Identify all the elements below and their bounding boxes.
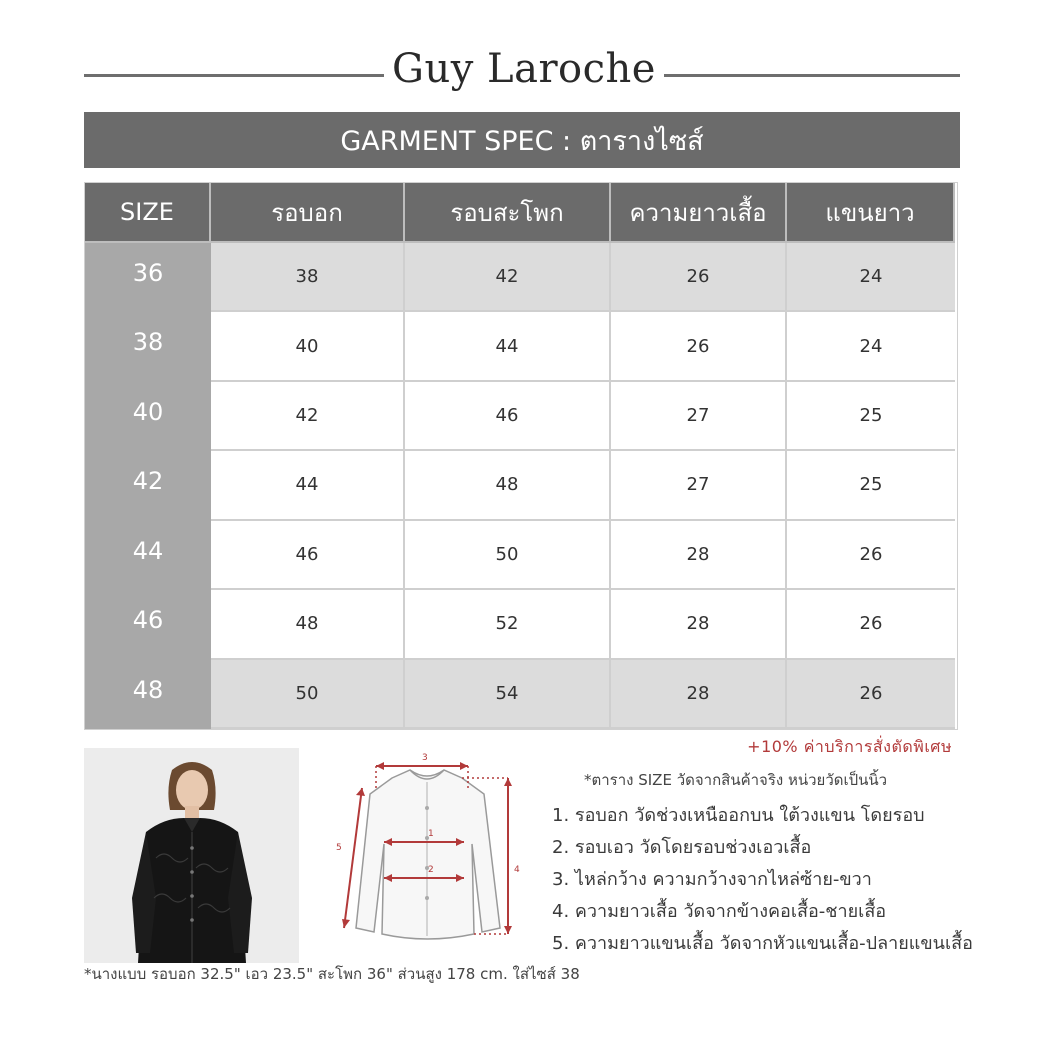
table-cell: 48 bbox=[405, 451, 611, 520]
table-cell: 46 bbox=[405, 382, 611, 451]
header-hip: รอบสะโพก bbox=[405, 183, 611, 243]
table-cell: 48 bbox=[211, 590, 405, 659]
table-cell: 27 bbox=[611, 382, 787, 451]
brand-divider-right bbox=[664, 74, 960, 77]
table-cell: 50 bbox=[405, 521, 611, 590]
table-cell: 28 bbox=[611, 521, 787, 590]
size-label: 46 bbox=[85, 590, 211, 659]
diagram-label-2: 2 bbox=[428, 865, 434, 875]
table-cell: 25 bbox=[787, 382, 955, 451]
brand-divider-left bbox=[84, 74, 384, 77]
size-label: 42 bbox=[85, 451, 211, 520]
diagram-label-4: 4 bbox=[514, 865, 520, 875]
header-sleeve: แขนยาว bbox=[787, 183, 955, 243]
header-length: ความยาวเสื้อ bbox=[611, 183, 787, 243]
table-cell: 42 bbox=[405, 243, 611, 312]
model-measurements-note: *นางแบบ รอบอก 32.5" เอว 23.5" สะโพก 36" ส่วนสูง 178 cm. ใส่ไซส์ 38 bbox=[84, 965, 580, 983]
notes-header: *ตาราง SIZE วัดจากสินค้าจริง หน่วยวัดเป็นนิ้ว bbox=[584, 771, 888, 789]
note-sleeve: 5. ความยาวแขนเสื้อ วัดจากหัวแขนเสื้อ-ปลายแขนเสื้อ bbox=[552, 933, 973, 954]
table-cell: 25 bbox=[787, 451, 955, 520]
table-cell: 46 bbox=[211, 521, 405, 590]
brand-title: Guy Laroche bbox=[392, 46, 656, 92]
measurement-diagram bbox=[322, 748, 532, 948]
header-chest: รอบอก bbox=[211, 183, 405, 243]
table-cell: 28 bbox=[611, 660, 787, 729]
size-label: 36 bbox=[85, 243, 211, 312]
table-cell: 28 bbox=[611, 590, 787, 659]
size-table bbox=[84, 182, 958, 730]
custom-tailoring-surcharge: +10% ค่าบริการสั่งตัดพิเศษ bbox=[747, 737, 952, 756]
table-cell: 38 bbox=[211, 243, 405, 312]
table-cell: 26 bbox=[787, 660, 955, 729]
table-cell: 42 bbox=[211, 382, 405, 451]
diagram-label-5: 5 bbox=[336, 843, 342, 853]
table-cell: 52 bbox=[405, 590, 611, 659]
table-cell: 40 bbox=[211, 312, 405, 381]
table-cell: 27 bbox=[611, 451, 787, 520]
table-cell: 54 bbox=[405, 660, 611, 729]
note-chest: 1. รอบอก วัดช่วงเหนืออกบน ใต้วงแขน โดยรอบ bbox=[552, 805, 925, 826]
note-shoulder: 3. ไหล่กว้าง ความกว้างจากไหล่ซ้าย-ขวา bbox=[552, 869, 872, 890]
table-cell: 24 bbox=[787, 243, 955, 312]
model-photo-illustration bbox=[84, 748, 299, 963]
table-cell: 24 bbox=[787, 312, 955, 381]
diagram-label-3: 3 bbox=[422, 753, 428, 763]
table-cell: 26 bbox=[611, 243, 787, 312]
table-cell: 26 bbox=[611, 312, 787, 381]
note-length: 4. ความยาวเสื้อ วัดจากข้างคอเสื้อ-ชายเสื้อ bbox=[552, 901, 887, 922]
size-label: 48 bbox=[85, 660, 211, 729]
table-cell: 44 bbox=[405, 312, 611, 381]
header-size: SIZE bbox=[85, 183, 211, 243]
garment-spec-banner: GARMENT SPEC : ตารางไซส์ bbox=[84, 112, 960, 168]
size-label: 38 bbox=[85, 312, 211, 381]
table-cell: 44 bbox=[211, 451, 405, 520]
table-cell: 26 bbox=[787, 590, 955, 659]
shirt-measurement-illustration bbox=[322, 748, 532, 948]
table-cell: 26 bbox=[787, 521, 955, 590]
diagram-label-1: 1 bbox=[428, 829, 434, 839]
table-cell: 50 bbox=[211, 660, 405, 729]
size-label: 44 bbox=[85, 521, 211, 590]
size-label: 40 bbox=[85, 382, 211, 451]
model-photo bbox=[84, 748, 299, 963]
note-waist: 2. รอบเอว วัดโดยรอบช่วงเอวเสื้อ bbox=[552, 837, 812, 858]
measurement-notes bbox=[552, 768, 992, 960]
